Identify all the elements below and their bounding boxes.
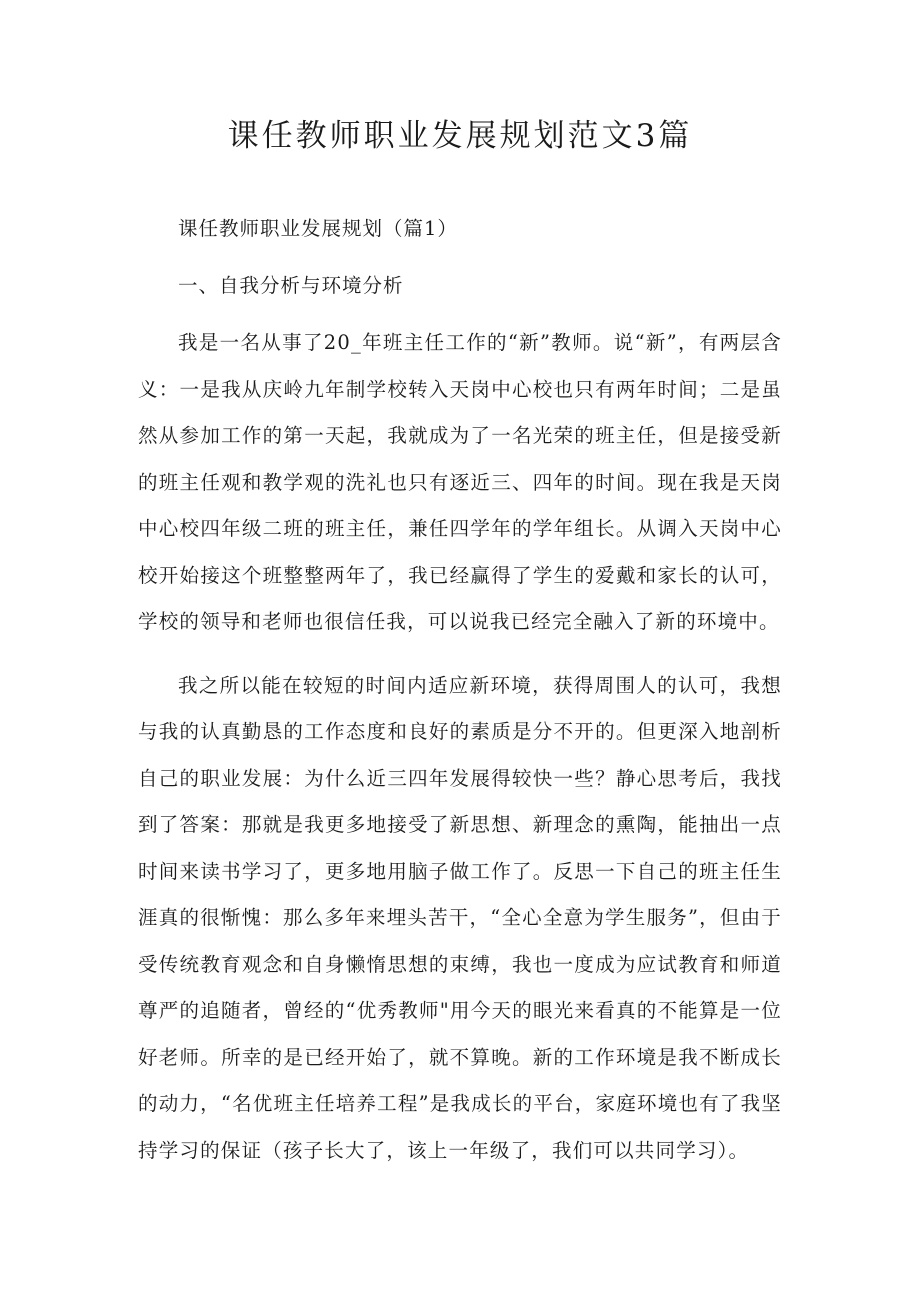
- document-title: 课任教师职业发展规划范文3篇: [227, 118, 693, 154]
- paragraph-2: 我之所以能在较短的时间内适应新环境，获得周围人的认可，我想与我的认真勤恳的工作态度和良好的素质是分不开的。但更深入地剖析自己的职业发展：为什么近三四年发展得较快一些？静心思考后，我找到了答案：那就是我更多地接受了新思想、新理念的熏陶，能抽出一点时间来读书学习了，更多地用脑子做工作了。反思一下自己的班主任生涯真的很惭愧：那么多年来埋头苦干，“全心全意为学生服务”，但由于受传统教育观念和自身懒惰思想的束缚，我也一度成为应试教育和师道尊严的追随者，曾经的“优秀教师"用今天的眼光来看真的不能算是一位好老师。所幸的是已经开始了，就不算晚。新的工作环境是我不断成长的动力，“名优班主任培养工程”是我成长的平台，家庭环境也有了我坚持学习的保证（孩子长大了，该上一年级了，我们可以共同学习）。: [138, 673, 782, 1162]
- document-body: [138, 214, 782, 1174]
- paragraph-1: 我是一名从事了20_年班主任工作的“新”教师。说“新”，有两层含义：一是我从庆岭九年制学校转入天岗中心校也只有两年时间；二是虽然从参加工作的第一天起，我就成为了一名光荣的班主任，但是接受新的班主任观和教学观的洗礼也只有逐近三、四年的时间。现在我是天岗中心校四年级二班的班主任，兼任四学年的学年组长。从调入天岗中心校开始接这个班整整两年了，我已经赢得了学生的爱戴和家长的认可，学校的领导和老师也很信任我，可以说我已经完全融入了新的环境中。: [138, 331, 782, 633]
- section-heading: 一、自我分析与环境分析: [178, 274, 404, 297]
- article-subtitle: 课任教师职业发展规划（篇1）: [178, 217, 458, 240]
